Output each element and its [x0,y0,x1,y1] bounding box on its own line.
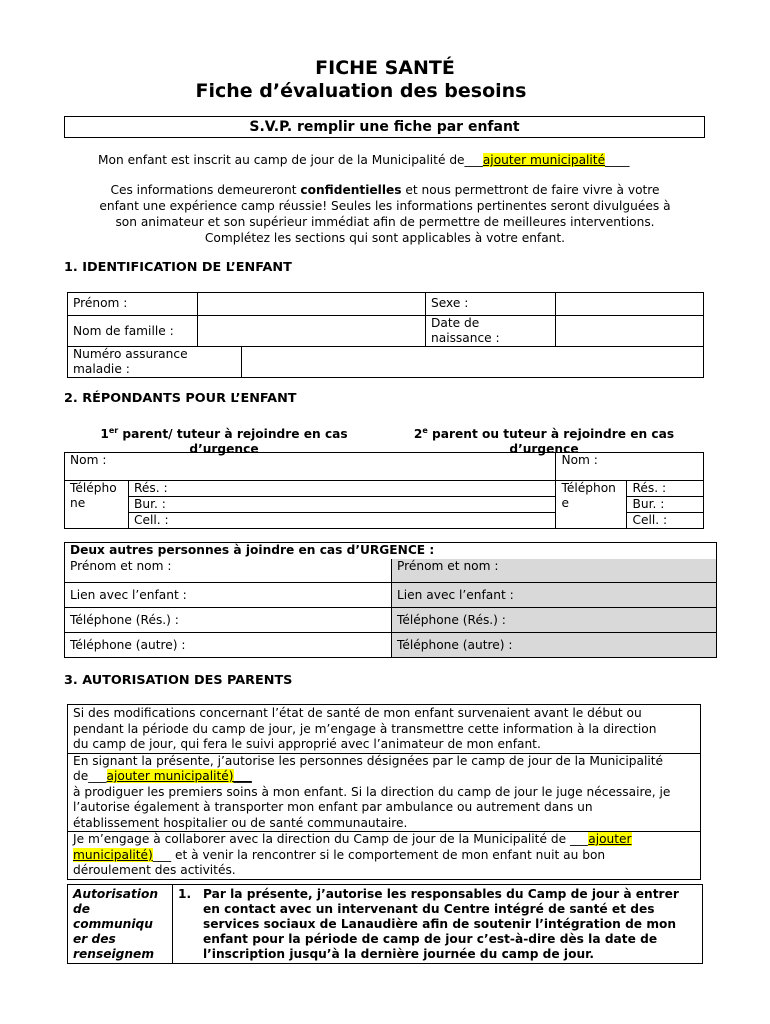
parents-table [64,452,704,529]
contact1-relation[interactable]: Lien avec l’enfant : [65,583,392,608]
info-sharing-table [67,884,703,964]
sex-field[interactable] [556,293,704,316]
parent2-phone-bur[interactable]: Bur. : [627,497,704,513]
section-1-heading: 1. IDENTIFICATION DE L’ENFANT [64,260,292,275]
last-name-field[interactable] [198,316,426,347]
parent1-phone-bur[interactable]: Bur. : [129,497,556,513]
auth-collaboration: Je m’engage à collaborer avec la direction du Camp de jour de la Municipalité de ___ajouter municipalité)___ et à venir la rencontrer si le comportement de mon enfant nuit au bon déroulement des activités. [68,832,701,880]
contact2-name[interactable]: Prénom et nom : [392,559,717,583]
parent1-phone-label: Télépho ne [65,481,129,529]
municipality-placeholder[interactable]: municipalité) [73,847,153,862]
municipality-placeholder[interactable]: ajouter [588,832,632,846]
parent2-phone-res[interactable]: Rés. : [627,481,704,497]
birthdate-label: Date de naissance : [426,316,556,347]
auth-health-changes: Si des modifications concernant l’état de santé de mon enfant survenaient avant le début ou pendant la période du camp de jour, je m’engage à transmettre cette information à la direction du camp de jour, qui fera le suivi approprié avec l’animateur de mon enfant. [68,705,701,754]
section-2-heading: 2. RÉPONDANTS POUR L’ENFANT [64,391,297,406]
parent1-heading: 1er parent/ tuteur à rejoindre en cas d’urgence [100,426,348,457]
parent1-phone-cell[interactable]: Cell. : [129,513,556,529]
parent2-heading: 2e parent ou tuteur à rejoindre en cas d’urgence [413,426,675,457]
contact2-phone-other[interactable]: Téléphone (autre) : [392,633,717,658]
emergency-heading: Deux autres personnes à joindre en cas d’URGENCE : [65,543,717,559]
parent2-phone-cell[interactable]: Cell. : [627,513,704,529]
page-subtitle: Fiche d’évaluation des besoins [195,80,527,102]
municipality-placeholder[interactable]: ajouter municipalité [482,153,606,167]
contact2-relation[interactable]: Lien avec l’enfant : [392,583,717,608]
parent2-name-field[interactable]: Nom : [556,453,704,481]
parent2-phone-label: Téléphon e [556,481,627,529]
first-name-label: Prénom : [68,293,198,316]
info-sharing-label: Autorisation de communiqu er des renseignem [68,885,173,964]
municipality-placeholder[interactable]: ajouter municipalité) [106,769,234,783]
page-title: FICHE SANTÉ [315,57,455,79]
parent1-name-field[interactable]: Nom : [65,453,556,481]
sex-label: Sexe : [426,293,556,316]
birthdate-field[interactable] [556,316,704,347]
contact2-phone-res[interactable]: Téléphone (Rés.) : [392,608,717,633]
authorizations-table [67,704,701,880]
health-insurance-label: Numéro assurance maladie : [68,347,242,378]
health-insurance-field[interactable] [242,347,704,378]
first-name-field[interactable] [198,293,426,316]
instruction-banner: S.V.P. remplir une fiche par enfant [64,116,705,138]
auth-first-aid: En signant la présente, j’autorise les personnes désignées par le camp de jour de la Municipalité de___ajouter municipalité)___ à prodiguer les premiers soins à mon enfant. Si la direction du camp de jour le juge nécessaire, je l’autorise également à transporter mon enfant par ambulance ou autrement dans un établissement hospitalier ou de santé communautaire. [68,753,701,832]
intro-paragraph: Ces informations demeureront confidentielles et nous permettront de faire vivre à votre enfant une expérience camp réussie! Seules les informations pertinentes seront divulguées à son animateur et son supérieur immédiat afin de permettre de meilleures interventions. Complétez les sections qui sont applicables à votre enfant. [99,183,671,245]
section-3-heading: 3. AUTORISATION DES PARENTS [64,673,293,688]
last-name-label: Nom de famille : [68,316,198,347]
child-id-table [67,292,704,378]
contact1-name[interactable]: Prénom et nom : [65,559,392,583]
contact1-phone-other[interactable]: Téléphone (autre) : [65,633,392,658]
info-sharing-text: 1. Par la présente, j’autorise les responsables du Camp de jour à entrer en contact avec un intervenant du Centre intégré de santé et des services sociaux de Lanaudière afin de soutenir l’intégration de mon enfant pour la période de camp de jour c’est-à-dire dès la date de l’inscription jusqu’à la dernière journée du camp de jour. [173,885,703,964]
contact1-phone-res[interactable]: Téléphone (Rés.) : [65,608,392,633]
enrollment-line: Mon enfant est inscrit au camp de jour de la Municipalité de___ajouter municipalité____ [98,153,630,167]
emergency-contacts-table [64,542,717,658]
parent1-phone-res[interactable]: Rés. : [129,481,556,497]
